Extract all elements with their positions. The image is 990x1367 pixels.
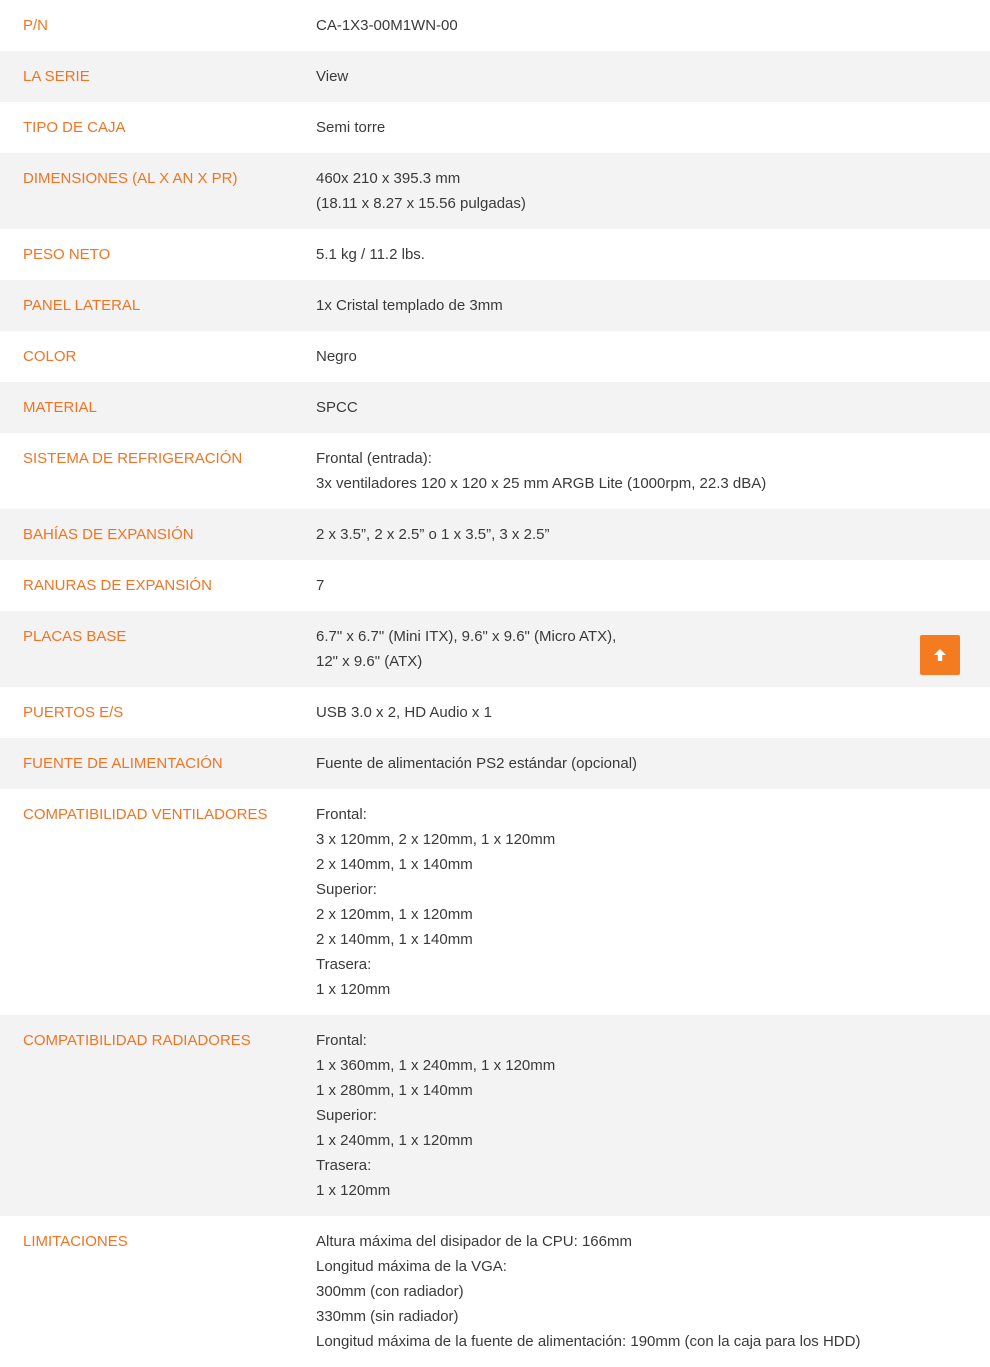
spec-label: PESO NETO bbox=[23, 246, 111, 263]
spec-value-line: 2 x 140mm, 1 x 140mm bbox=[316, 856, 473, 873]
spec-value-line: Frontal (entrada): bbox=[316, 450, 432, 467]
spec-label: MATERIAL bbox=[23, 399, 97, 416]
spec-row bbox=[0, 509, 990, 560]
spec-value-line: 12" x 9.6" (ATX) bbox=[316, 653, 423, 670]
spec-value-line: (18.11 x 8.27 x 15.56 pulgadas) bbox=[316, 195, 526, 212]
spec-value-line: Frontal: bbox=[316, 806, 367, 823]
spec-row bbox=[0, 738, 990, 789]
spec-value bbox=[316, 738, 990, 789]
spec-value-line: 330mm (sin radiador) bbox=[316, 1308, 459, 1325]
spec-row bbox=[0, 0, 990, 51]
spec-value-line: 6.7" x 6.7" (Mini ITX), 9.6" x 9.6" (Micro ATX), bbox=[316, 628, 617, 645]
spec-label: RANURAS DE EXPANSIÓN bbox=[23, 577, 212, 594]
spec-label: DIMENSIONES (AL X AN X PR) bbox=[23, 170, 238, 187]
spec-row bbox=[0, 1015, 990, 1216]
spec-label: P/N bbox=[23, 17, 49, 34]
spec-value-line: 2 x 120mm, 1 x 120mm bbox=[316, 906, 473, 923]
spec-row bbox=[0, 382, 990, 433]
spec-value-line: 3x ventiladores 120 x 120 x 25 mm ARGB Lite (1000rpm, 22.3 dBA) bbox=[316, 475, 767, 492]
spec-value-line: 7 bbox=[316, 577, 325, 594]
spec-row bbox=[0, 687, 990, 738]
spec-label: LA SERIE bbox=[23, 68, 90, 85]
spec-value-line: 1 x 120mm bbox=[316, 1182, 391, 1199]
spec-value bbox=[316, 331, 990, 382]
spec-row bbox=[0, 1216, 990, 1367]
spec-label: COMPATIBILIDAD VENTILADORES bbox=[23, 806, 268, 823]
spec-row bbox=[0, 51, 990, 102]
spec-label: BAHÍAS DE EXPANSIÓN bbox=[23, 526, 194, 543]
spec-value-line: Altura máxima del disipador de la CPU: 166mm bbox=[316, 1233, 632, 1250]
spec-value-line: Superior: bbox=[316, 881, 377, 898]
spec-label: FUENTE DE ALIMENTACIÓN bbox=[23, 755, 223, 772]
spec-value-line: Semi torre bbox=[316, 119, 386, 136]
spec-label: SISTEMA DE REFRIGERACIÓN bbox=[23, 450, 243, 467]
spec-value-line: Fuente de alimentación PS2 estándar (opcional) bbox=[316, 755, 638, 772]
spec-value bbox=[316, 102, 990, 153]
spec-value-line: 1 x 240mm, 1 x 120mm bbox=[316, 1132, 473, 1149]
spec-value-line: Negro bbox=[316, 348, 357, 365]
scroll-to-top-button[interactable] bbox=[920, 635, 960, 675]
spec-value-line: USB 3.0 x 2, HD Audio x 1 bbox=[316, 704, 492, 721]
spec-value-line: 2 x 3.5”, 2 x 2.5” o 1 x 3.5”, 3 x 2.5” bbox=[316, 526, 550, 543]
spec-row bbox=[0, 229, 990, 280]
spec-row bbox=[0, 789, 990, 1015]
spec-value-line: 3 x 120mm, 2 x 120mm, 1 x 120mm bbox=[316, 831, 556, 848]
spec-value bbox=[316, 560, 990, 611]
spec-value-line: 1 x 120mm bbox=[316, 981, 391, 998]
spec-value bbox=[316, 51, 990, 102]
spec-row bbox=[0, 433, 990, 509]
spec-row bbox=[0, 611, 990, 687]
spec-value-line: Trasera: bbox=[316, 1157, 372, 1174]
spec-value bbox=[316, 1216, 990, 1367]
spec-value bbox=[316, 433, 990, 509]
spec-row bbox=[0, 331, 990, 382]
spec-value-line: 5.1 kg / 11.2 lbs. bbox=[316, 246, 425, 263]
spec-value-line: 300mm (con radiador) bbox=[316, 1283, 464, 1300]
spec-value-line: Superior: bbox=[316, 1107, 377, 1124]
spec-value-line: View bbox=[316, 68, 349, 85]
spec-label: COLOR bbox=[23, 348, 77, 365]
spec-value bbox=[316, 1015, 990, 1216]
spec-value-line: CA-1X3-00M1WN-00 bbox=[316, 17, 458, 34]
arrow-up-icon bbox=[933, 648, 947, 662]
spec-row bbox=[0, 153, 990, 229]
spec-value-line: Trasera: bbox=[316, 956, 372, 973]
spec-value-line: 1 x 280mm, 1 x 140mm bbox=[316, 1082, 473, 1099]
spec-value bbox=[316, 153, 990, 229]
spec-value bbox=[316, 687, 990, 738]
spec-value bbox=[316, 280, 990, 331]
spec-value-line: Longitud máxima de la fuente de alimentación: 190mm (con la caja para los HDD) bbox=[316, 1333, 861, 1350]
spec-value bbox=[316, 611, 990, 687]
spec-row bbox=[0, 102, 990, 153]
spec-label: TIPO DE CAJA bbox=[23, 119, 126, 136]
spec-value bbox=[316, 509, 990, 560]
spec-value bbox=[316, 229, 990, 280]
spec-value-line: 460x 210 x 395.3 mm bbox=[316, 170, 461, 187]
spec-label: LIMITACIONES bbox=[23, 1233, 128, 1250]
spec-value bbox=[316, 0, 990, 51]
spec-value-line: 2 x 140mm, 1 x 140mm bbox=[316, 931, 473, 948]
spec-row bbox=[0, 560, 990, 611]
spec-value-line: 1x Cristal templado de 3mm bbox=[316, 297, 503, 314]
spec-row bbox=[0, 280, 990, 331]
spec-label: PANEL LATERAL bbox=[23, 297, 141, 314]
spec-value bbox=[316, 382, 990, 433]
spec-label: PLACAS BASE bbox=[23, 628, 127, 645]
spec-label: PUERTOS E/S bbox=[23, 704, 124, 721]
spec-value bbox=[316, 789, 990, 1015]
spec-label: COMPATIBILIDAD RADIADORES bbox=[23, 1032, 251, 1049]
spec-value-line: Longitud máxima de la VGA: bbox=[316, 1258, 507, 1275]
spec-value-line: 1 x 360mm, 1 x 240mm, 1 x 120mm bbox=[316, 1057, 556, 1074]
spec-value-line: SPCC bbox=[316, 399, 358, 416]
spec-value-line: Frontal: bbox=[316, 1032, 367, 1049]
